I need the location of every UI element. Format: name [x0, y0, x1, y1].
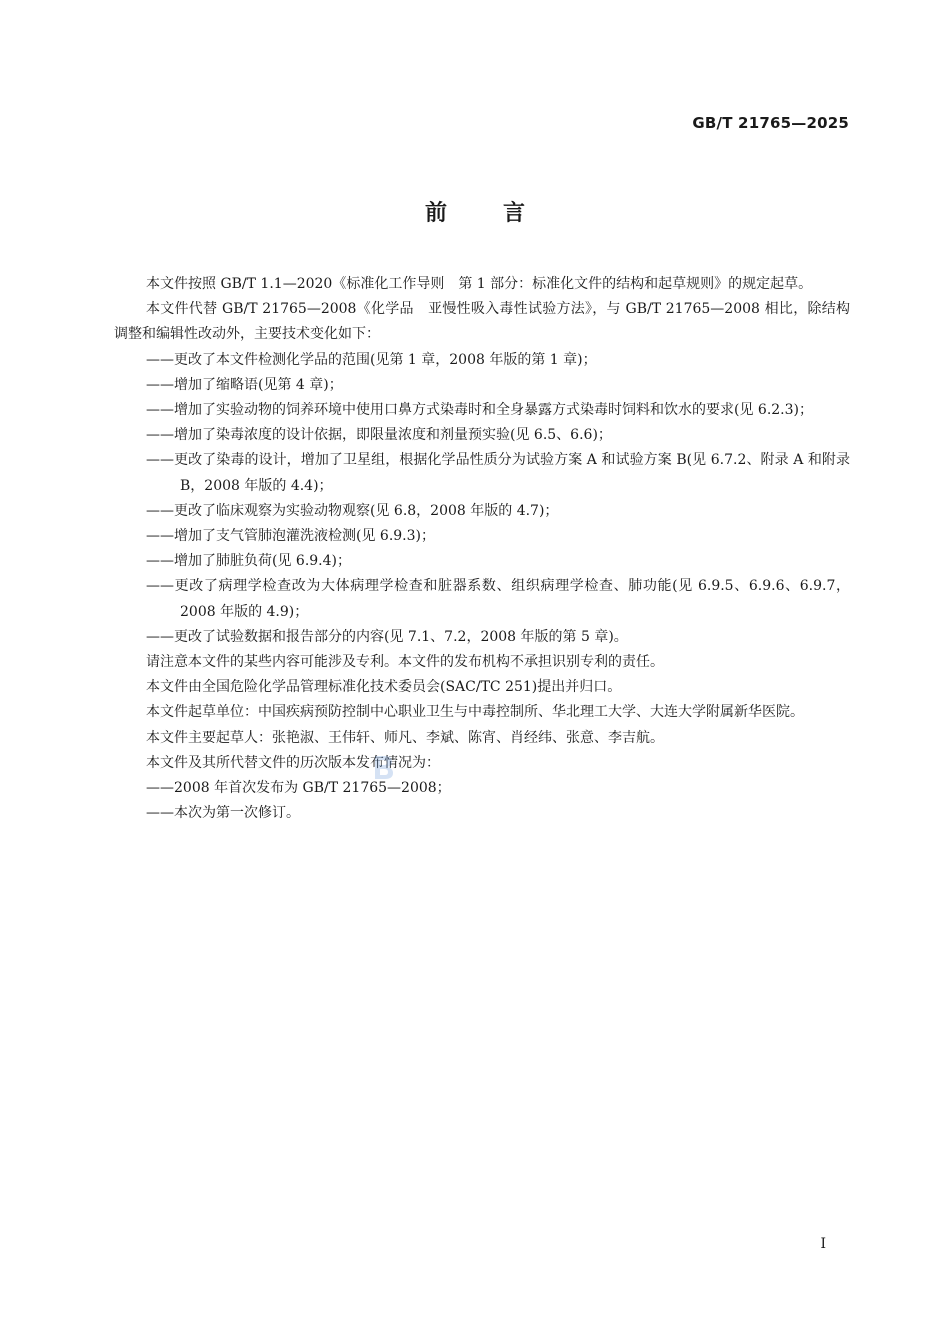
- change-item: ——更改了本文件检测化学品的范围(见第 1 章，2008 年版的第 1 章)；: [146, 351, 597, 368]
- change-item: ——增加了染毒浓度的设计依据，即限量浓度和剂量预实验(见 6.5、6.6)；: [146, 427, 612, 444]
- watermark-logo-icon: [372, 754, 394, 780]
- page-title: 前言: [424, 201, 581, 226]
- change-item: ——增加了实验动物的饲养环境中使用口鼻方式染毒时和全身暴露方式染毒时饲料和饮水的要求(见 6.2.3)；: [146, 402, 813, 419]
- change-item: ——增加了肺脏负荷(见 6.9.4)；: [146, 553, 351, 570]
- drafting-units: 本文件起草单位：中国疾病预防控制中心职业卫生与中毒控制所、华北理工大学、大连大学附属新华医院。: [146, 704, 804, 721]
- change-item: ——增加了缩略语(见第 4 章)；: [146, 376, 343, 393]
- drafters: 本文件主要起草人：张艳淑、王伟轩、师凡、李斌、陈宵、肖经纬、张意、李吉航。: [146, 729, 664, 746]
- paragraph-drafting-rules: 本文件按照 GB/T 1.1—2020《标准化工作导则 第 1 部分：标准化文件的结构和起草规则》的规定起草。: [146, 276, 813, 292]
- change-item: ——更改了临床观察为实验动物观察(见 6.8，2008 年版的 4.7)；: [146, 502, 559, 519]
- standard-code: GB/T 21765—2025: [692, 114, 849, 132]
- committee-statement: 本文件由全国危险化学品管理标准化技术委员会(SAC/TC 251)提出并归口。: [146, 679, 622, 696]
- document-body: [114, 272, 850, 826]
- history-item: ——本次为第一次修订。: [146, 805, 300, 822]
- patent-statement: 请注意本文件的某些内容可能涉及专利。本文件的发布机构不承担识别专利的责任。: [146, 654, 664, 671]
- change-item: ——增加了支气管肺泡灌洗液检测(见 6.9.3)；: [146, 528, 435, 545]
- change-item: ——更改了染毒的设计，增加了卫星组，根据化学品性质分为试验方案 A 和试验方案 B(见 6.7.2、附录 A 和附录 B，2008 年版的 4.4)；: [146, 452, 850, 494]
- change-item: ——更改了病理学检查改为大体病理学检查和脏器系数、组织病理学检查、肺功能(见 6.9.5、6.9.6、6.9.7，2008 年版的 4.9)；: [146, 578, 850, 620]
- paragraph-replacement: 本文件代替 GB/T 21765—2008《化学品 亚慢性吸入毒性试验方法》，与 GB/T 21765—2008 相比，除结构调整和编辑性改动外，主要技术变化如下：: [114, 301, 850, 343]
- history-item: ——2008 年首次发布为 GB/T 21765—2008；: [146, 780, 451, 797]
- change-item: ——更改了试验数据和报告部分的内容(见 7.1、7.2，2008 年版的第 5 章)。: [146, 628, 628, 645]
- page-number: I: [820, 1236, 826, 1252]
- history-intro: 本文件及其所代替文件的历次版本发布情况为：: [146, 754, 440, 771]
